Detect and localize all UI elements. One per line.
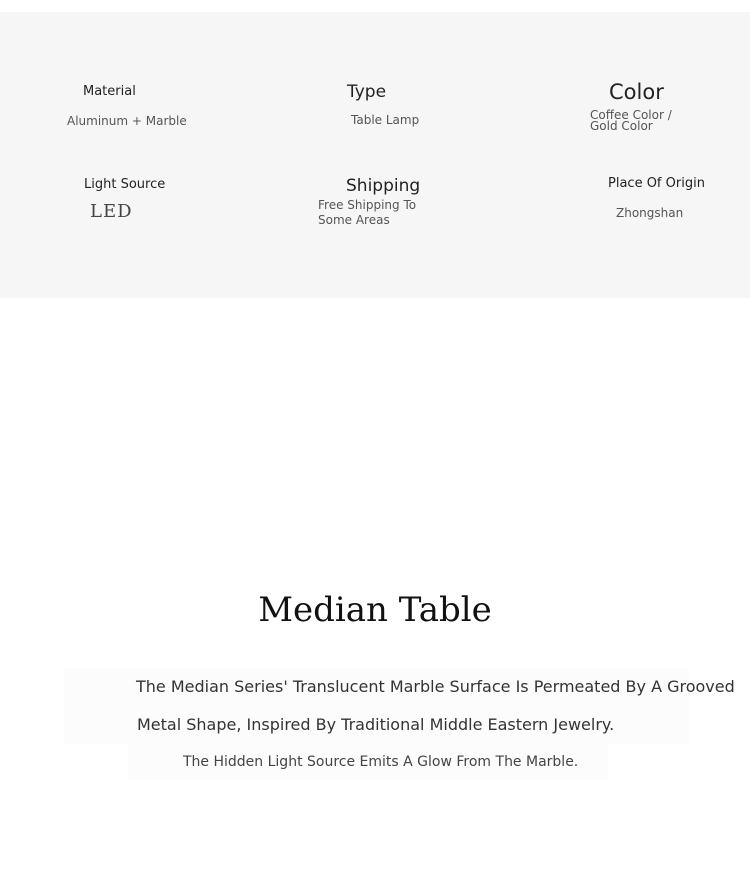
spec-label: Material — [83, 84, 136, 99]
spec-label: Light Source — [84, 177, 166, 192]
spec-value: Table Lamp — [351, 113, 420, 127]
spec-value: LED — [90, 201, 133, 222]
spec-label: Color — [609, 80, 664, 104]
product-title: Median Table — [258, 590, 492, 630]
spec-value: Aluminum + Marble — [67, 114, 187, 128]
product-description: Metal Shape, Inspired By Traditional Middle Eastern Jewelry. — [137, 715, 615, 734]
specifications-panel — [0, 12, 750, 298]
spec-label: Shipping — [346, 176, 421, 196]
spec-value: Free Shipping To Some Areas — [318, 198, 417, 227]
product-description: The Median Series' Translucent Marble Surface Is Permeated By A Grooved — [136, 677, 735, 696]
product-description: The Hidden Light Source Emits A Glow From The Marble. — [183, 754, 579, 770]
spec-label: Type — [347, 82, 387, 102]
spec-value: Coffee Color / Gold Color — [590, 108, 672, 133]
spec-label: Place Of Origin — [608, 176, 705, 191]
spec-value: Zhongshan — [616, 206, 684, 220]
